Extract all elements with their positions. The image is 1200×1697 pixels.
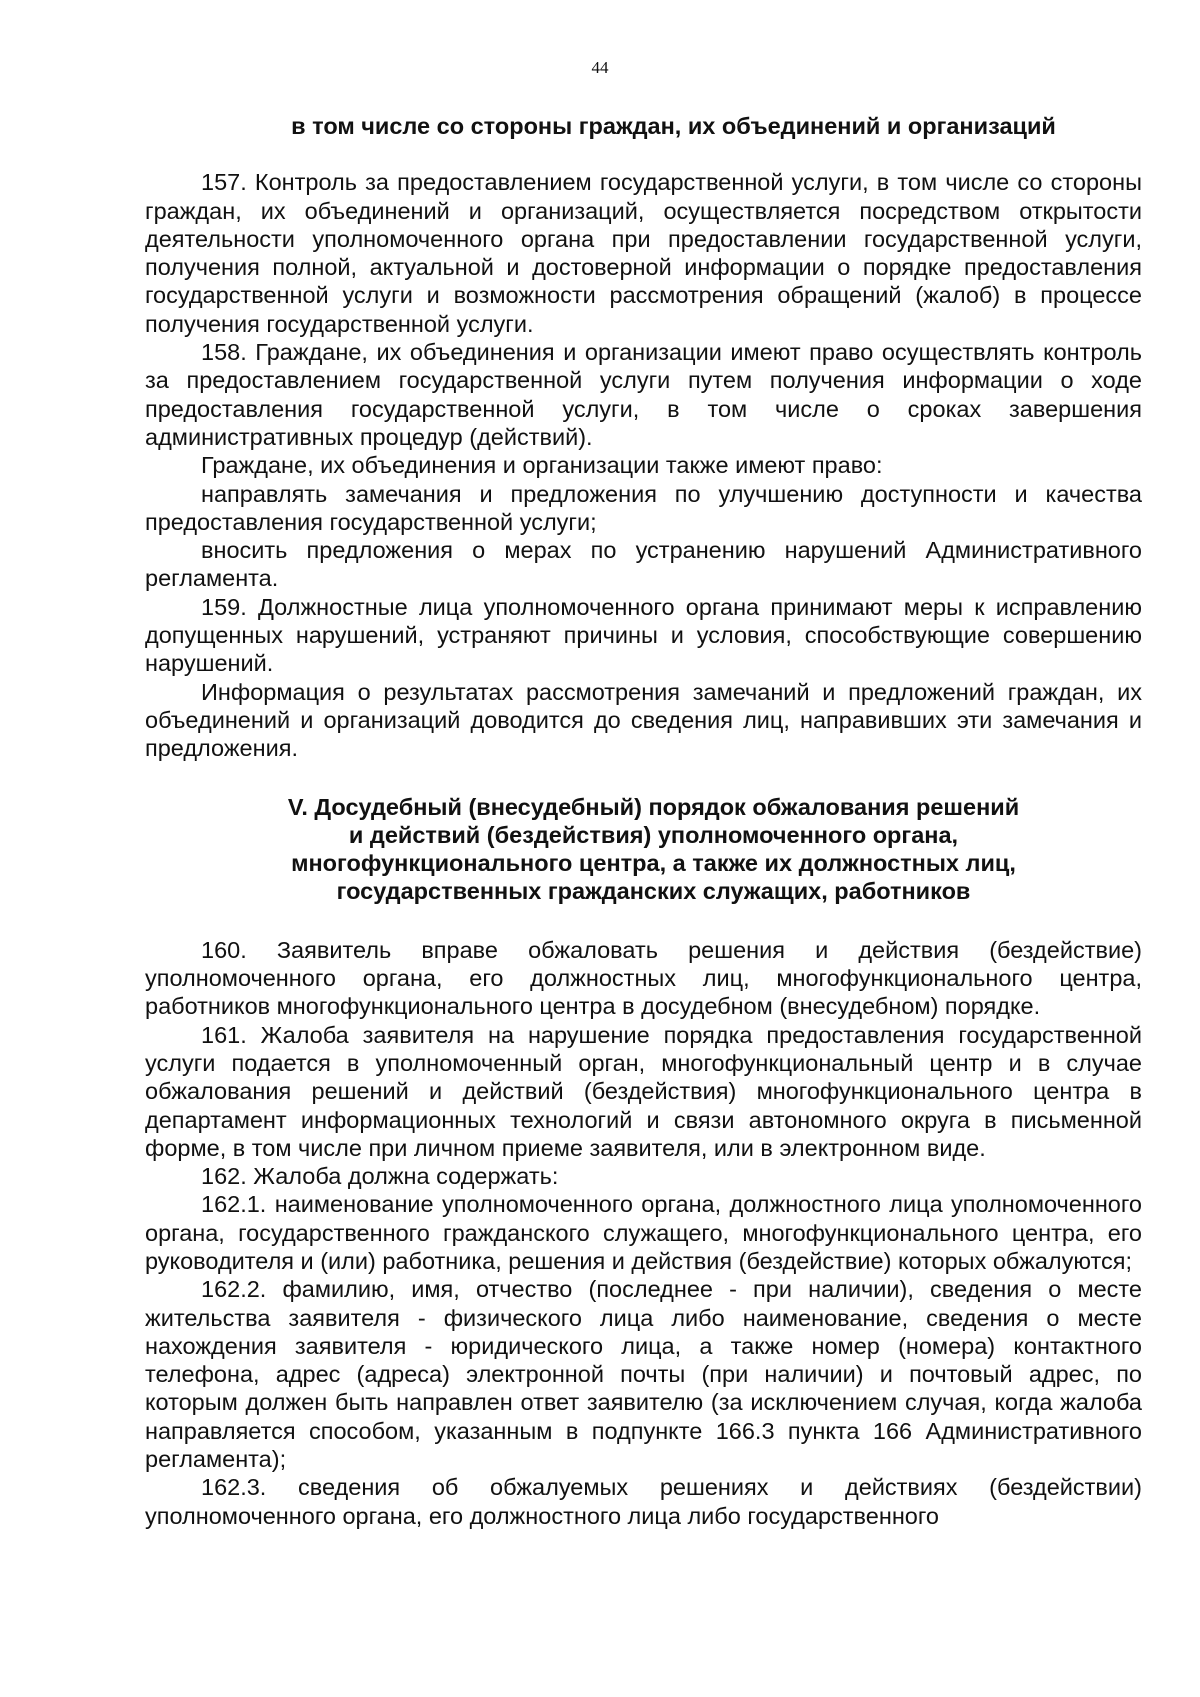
paragraph-rights-intro: Граждане, их объединения и организации также имеют право: (201, 452, 883, 479)
paragraph-162: 162. Жалоба должна содержать: (201, 1163, 559, 1190)
paragraph-160: 160. Заявитель вправе обжаловать решения и действия (бездействие) уполномоченного органа, его должностных лиц, многофункционального центра, работников многофункционального центра в досудебном (внесудебном) порядке. (145, 936, 1142, 1020)
page-number: 44 (591, 58, 609, 77)
section-heading-line-3: многофункционального центра, а также их должностных лиц, (291, 850, 1016, 877)
section-v-heading (145, 793, 1142, 906)
paragraph-right-proposals: вносить предложения о мерах по устранению нарушений Административного регламента. (145, 537, 1142, 592)
paragraph-162-3: 162.3. сведения об обжалуемых решениях и действиях (бездействии) уполномоченного органа, его должностного лица либо государственного (145, 1474, 1142, 1529)
paragraph-161: 161. Жалоба заявителя на нарушение порядка предоставления государственной услуги подается в уполномоченный орган, многофункциональный центр и в случае обжалования решений и действий (бездействия) многофункционального центра в департамент информационных технологий и связи автономного округа в письменной форме, в том числе при личном приеме заявителя, или в электронном виде. (145, 1021, 1142, 1161)
subsection-heading: в том числе со стороны граждан, их объединений и организаций (291, 113, 1056, 139)
paragraph-group-appeal (145, 936, 1142, 1530)
document-body (145, 112, 1142, 1530)
paragraph-162-2: 162.2. фамилию, имя, отчество (последнее - при наличии), сведения о месте жительства заявителя - физического лица либо наименование, сведения о месте нахождения заявителя - юридического лица, а также номер (номера) контактного телефона, адрес (адреса) электронной почты (при наличии) и почтовый адрес, по которым должен быть направлен ответ заявителю (за исключением случая, когда жалоба направляется способом, указанным в подпункте 166.3 пункта 166 Административного регламента); (145, 1276, 1142, 1473)
paragraph-right-remarks: направлять замечания и предложения по улучшению доступности и качества предоставления государственной услуги; (145, 480, 1142, 535)
section-heading-line-4: государственных гражданских служащих, работников (336, 878, 971, 905)
paragraph-158: 158. Граждане, их объединения и организации имеют право осуществлять контроль за предоставлением государственной услуги путем получения информации о ходе предоставления государственной услуги, в том числе о сроках завершения административных процедур (действий). (145, 339, 1142, 450)
paragraph-results-info: Информация о результатах рассмотрения замечаний и предложений граждан, их объединений и организаций доводится до сведения лиц, направивших эти замечания и предложения. (145, 678, 1142, 762)
paragraph-159: 159. Должностные лица уполномоченного органа принимают меры к исправлению допущенных нарушений, устраняют причины и условия, способствующие совершению нарушений. (145, 593, 1142, 677)
section-heading-line-2: и действий (бездействия) уполномоченного органа, (348, 821, 959, 848)
paragraph-group-control (145, 168, 1142, 762)
paragraph-157: 157. Контроль за предоставлением государственной услуги, в том числе со стороны граждан, их объединений и организаций, осуществляется посредством открытости деятельности уполномоченного органа при предоставлении государственной услуги, получения полной, актуальной и достоверной информации о порядке предоставления государственной услуги и возможности рассмотрения обращений (жалоб) в процессе получения государственной услуги. (145, 169, 1142, 337)
section-heading-line-1: V. Досудебный (внесудебный) порядок обжалования решений (287, 793, 1020, 820)
paragraph-162-1: 162.1. наименование уполномоченного органа, должностного лица уполномоченного органа, государственного гражданского служащего, многофункционального центра, его руководителя и (или) работника, решения и действия (бездействие) которых обжалуются; (145, 1191, 1142, 1274)
